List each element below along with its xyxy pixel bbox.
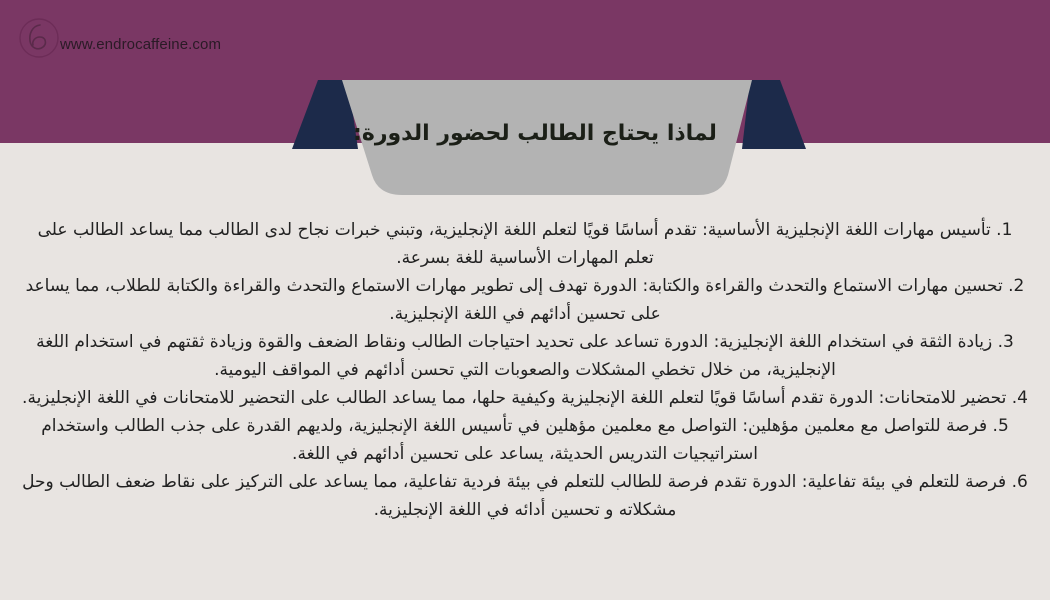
banner-right-tab <box>742 80 806 149</box>
page-title: لماذا يحتاج الطالب لحضور الدورة: <box>353 121 717 146</box>
list-item: 6. فرصة للتعلم في بيئة تفاعلية: الدورة تقدم فرصة للطالب للتعلم في بيئة فردية تفاعلية، مما يساعد على التركيز على نقاط ضعف الطالب وحل مشكلاته و تحسين أدائه في اللغة الإنجليزية. <box>22 472 1028 520</box>
list-item: 2. تحسين مهارات الاستماع والتحدث والقراءة والكتابة: الدورة تهدف إلى تطوير مهارات الاستماع والتحدث والقراءة والكتابة للطلاب، مما يساعد على تحسين أدائهم في اللغة الإنجليزية. <box>25 276 1025 324</box>
list-item: 3. زيادة الثقة في استخدام اللغة الإنجليزية: الدورة تساعد على تحديد احتياجات الطالب ونقاط الضعف والقوة وزيادة ثقتهم في استخدام اللغة الإنجليزية، من خلال تخطي المشكلات والصعوبات التي تحسن أدائهم في المواقف اليومية. <box>36 332 1014 380</box>
endrocaffeine-logo-icon[interactable] <box>18 17 60 59</box>
list-item: 4. تحضير للامتحانات: الدورة تقدم أساسًا قويًا لتعلم اللغة الإنجليزية وكيفية حلها، مما يساعد الطالب على التحضير للامتحانات في اللغة الإنجليزية. <box>22 388 1028 408</box>
list-item: 1. تأسيس مهارات اللغة الإنجليزية الأساسية: تقدم أساسًا قويًا لتعلم اللغة الإنجليزية، وتبني خبرات نجاح لدى الطالب مما يساعد الطالب على تعلم المهارات الأساسية للغة بسرعة. <box>37 220 1013 268</box>
reasons-list <box>20 216 1030 524</box>
list-item: 5. فرصة للتواصل مع معلمين مؤهلين: التواصل مع معلمين مؤهلين في تأسيس اللغة الإنجليزية، ولديهم القدرة على جذب الطالب واستخدام استراتيجيات التدريس الحديثة، يساعد على تحسين أدائهم في اللغة. <box>41 416 1009 464</box>
website-url[interactable]: www.endrocaffeine.com <box>60 36 222 53</box>
